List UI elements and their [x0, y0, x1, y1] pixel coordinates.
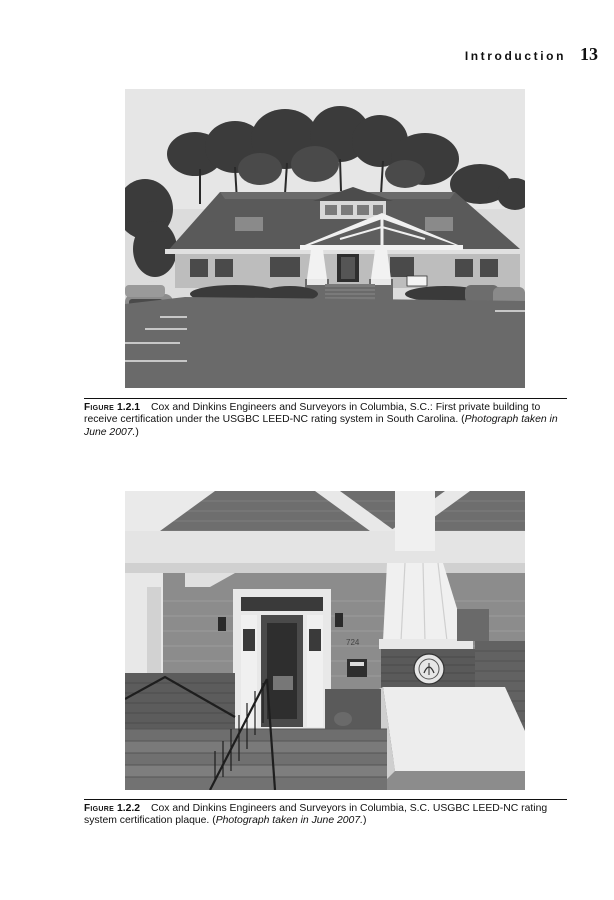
page-number: 13	[580, 44, 598, 64]
entrance-plaque-photo	[125, 491, 525, 790]
caption-note: Photograph taken in June 2007.	[84, 414, 558, 438]
figure-number: 1.2.2	[116, 803, 141, 814]
caption-note-open: (	[461, 414, 465, 426]
caption-note-close: )	[363, 815, 367, 827]
figure-caption-1-2-2	[84, 799, 567, 828]
caption-note: Photograph taken in June 2007.	[215, 815, 364, 827]
building-exterior-photo	[125, 89, 525, 388]
caption-note-open: (	[212, 815, 216, 827]
figure-label: Figure	[84, 402, 115, 413]
caption-note-close: )	[135, 426, 139, 438]
caption-text: Cox and Dinkins Engineers and Surveyors in Columbia, S.C. USGBC LEED-NC rating system certification plaque.	[84, 803, 548, 827]
caption-text: Cox and Dinkins Engineers and Surveyors in Columbia, S.C.: First private building to receive certification under the USGBC LEED-NC rating system in South Carolina.	[84, 402, 541, 426]
figure-caption-1-2-1	[84, 398, 567, 439]
running-head	[465, 44, 598, 65]
figure-label: Figure	[84, 803, 115, 814]
figure-number: 1.2.1	[116, 402, 141, 413]
figure-1-2-2-photo	[125, 491, 525, 790]
address-number: 724	[346, 638, 360, 647]
figure-1-2-1-photo	[125, 89, 525, 388]
section-title: Introduction	[464, 49, 566, 63]
